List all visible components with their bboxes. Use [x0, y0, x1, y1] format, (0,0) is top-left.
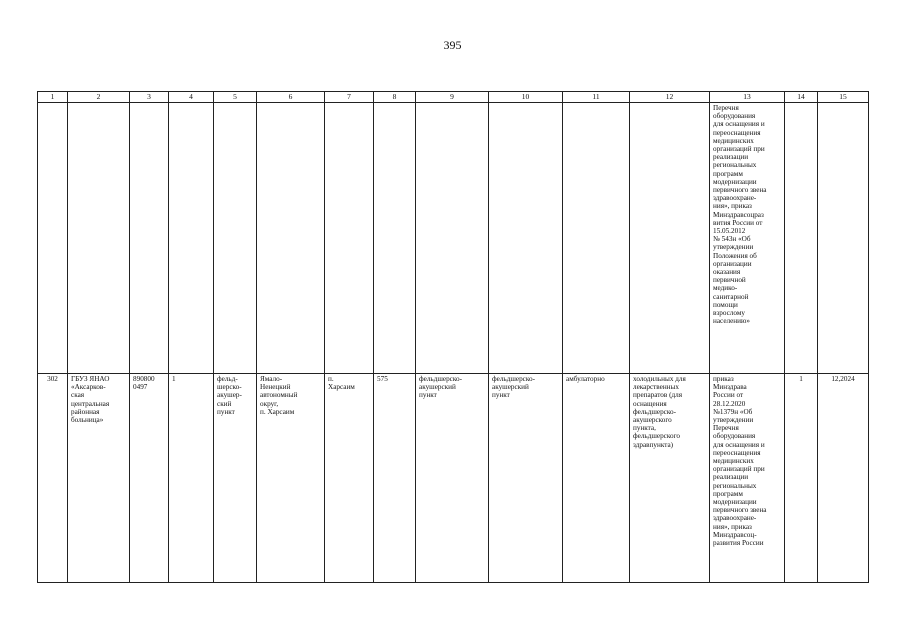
care-condition-cell: амбулаторно	[563, 374, 630, 583]
column-header: 11	[563, 92, 630, 103]
unit-cell: фельдшерско- акушерский пункт	[416, 374, 489, 583]
table-cell	[374, 103, 416, 374]
address-cell: Ямало- Ненецкий автономный округ, п. Харсаим	[257, 374, 325, 583]
equipment-cell: холодильных для лекарственных препаратов (для оснащения фельдшерско- акушерского пункта, фельдшерского здравпункта)	[630, 374, 710, 583]
regulatory-basis-cell: приказ Минздрава России от 28.12.2020 №1379н «Об утверждении Перечня оборудования для оснащения и переоснащения медицинских организаций при реализации региональных программ модернизации первичного звена здравоохране- ния», приказ Минздравсоц- развития России	[710, 374, 785, 583]
table-cell	[563, 103, 630, 374]
table-cell	[130, 103, 169, 374]
column-header: 10	[489, 92, 563, 103]
column-header: 3	[130, 92, 169, 103]
column-header: 1	[38, 92, 68, 103]
unit-cell: фельдшерско- акушерский пункт	[489, 374, 563, 583]
column-header: 15	[818, 92, 869, 103]
table-cell	[169, 103, 214, 374]
inn-cell: 890800 0497	[130, 374, 169, 583]
settlement-cell: п. Харсаим	[325, 374, 374, 583]
registry-table	[37, 91, 869, 583]
row-number-cell: 302	[38, 374, 68, 583]
column-header: 5	[214, 92, 257, 103]
table-cell	[325, 103, 374, 374]
column-header: 2	[68, 92, 130, 103]
column-header: 8	[374, 92, 416, 103]
column-number-row	[38, 92, 869, 103]
table-cell	[68, 103, 130, 374]
organization-cell: ГБУЗ ЯНАО «Аксарков- ская центральная районная больница»	[68, 374, 130, 583]
column-header: 7	[325, 92, 374, 103]
column-header: 14	[785, 92, 818, 103]
column-header: 9	[416, 92, 489, 103]
population-cell: 575	[374, 374, 416, 583]
table-cell	[785, 103, 818, 374]
count-cell: 1	[169, 374, 214, 583]
facility-type-cell: фельд- шерско- акушер- ский пункт	[214, 374, 257, 583]
table-row-continuation	[38, 103, 869, 374]
deadline-cell: 12,2024	[818, 374, 869, 583]
column-header: 6	[257, 92, 325, 103]
table-cell	[416, 103, 489, 374]
table-cell	[489, 103, 563, 374]
column-header: 12	[630, 92, 710, 103]
table-cell	[214, 103, 257, 374]
table-cell	[257, 103, 325, 374]
table-cell	[630, 103, 710, 374]
column-header: 13	[710, 92, 785, 103]
column-header: 4	[169, 92, 214, 103]
table-row	[38, 374, 869, 583]
quantity-cell: 1	[785, 374, 818, 583]
regulatory-basis-cell: Перечня оборудования для оснащения и переоснащения медицинских организаций при реализации региональных программ модернизации первичного звена здравоохране- ния», приказ Минздравсоцраз вития России от 15.05.2012 № 543н «Об утверждении Положения об организации оказания первичной медико- санитарной помощи взрослому населению»	[710, 103, 785, 374]
table-cell	[818, 103, 869, 374]
page-number: 395	[443, 38, 462, 52]
table-cell	[38, 103, 68, 374]
